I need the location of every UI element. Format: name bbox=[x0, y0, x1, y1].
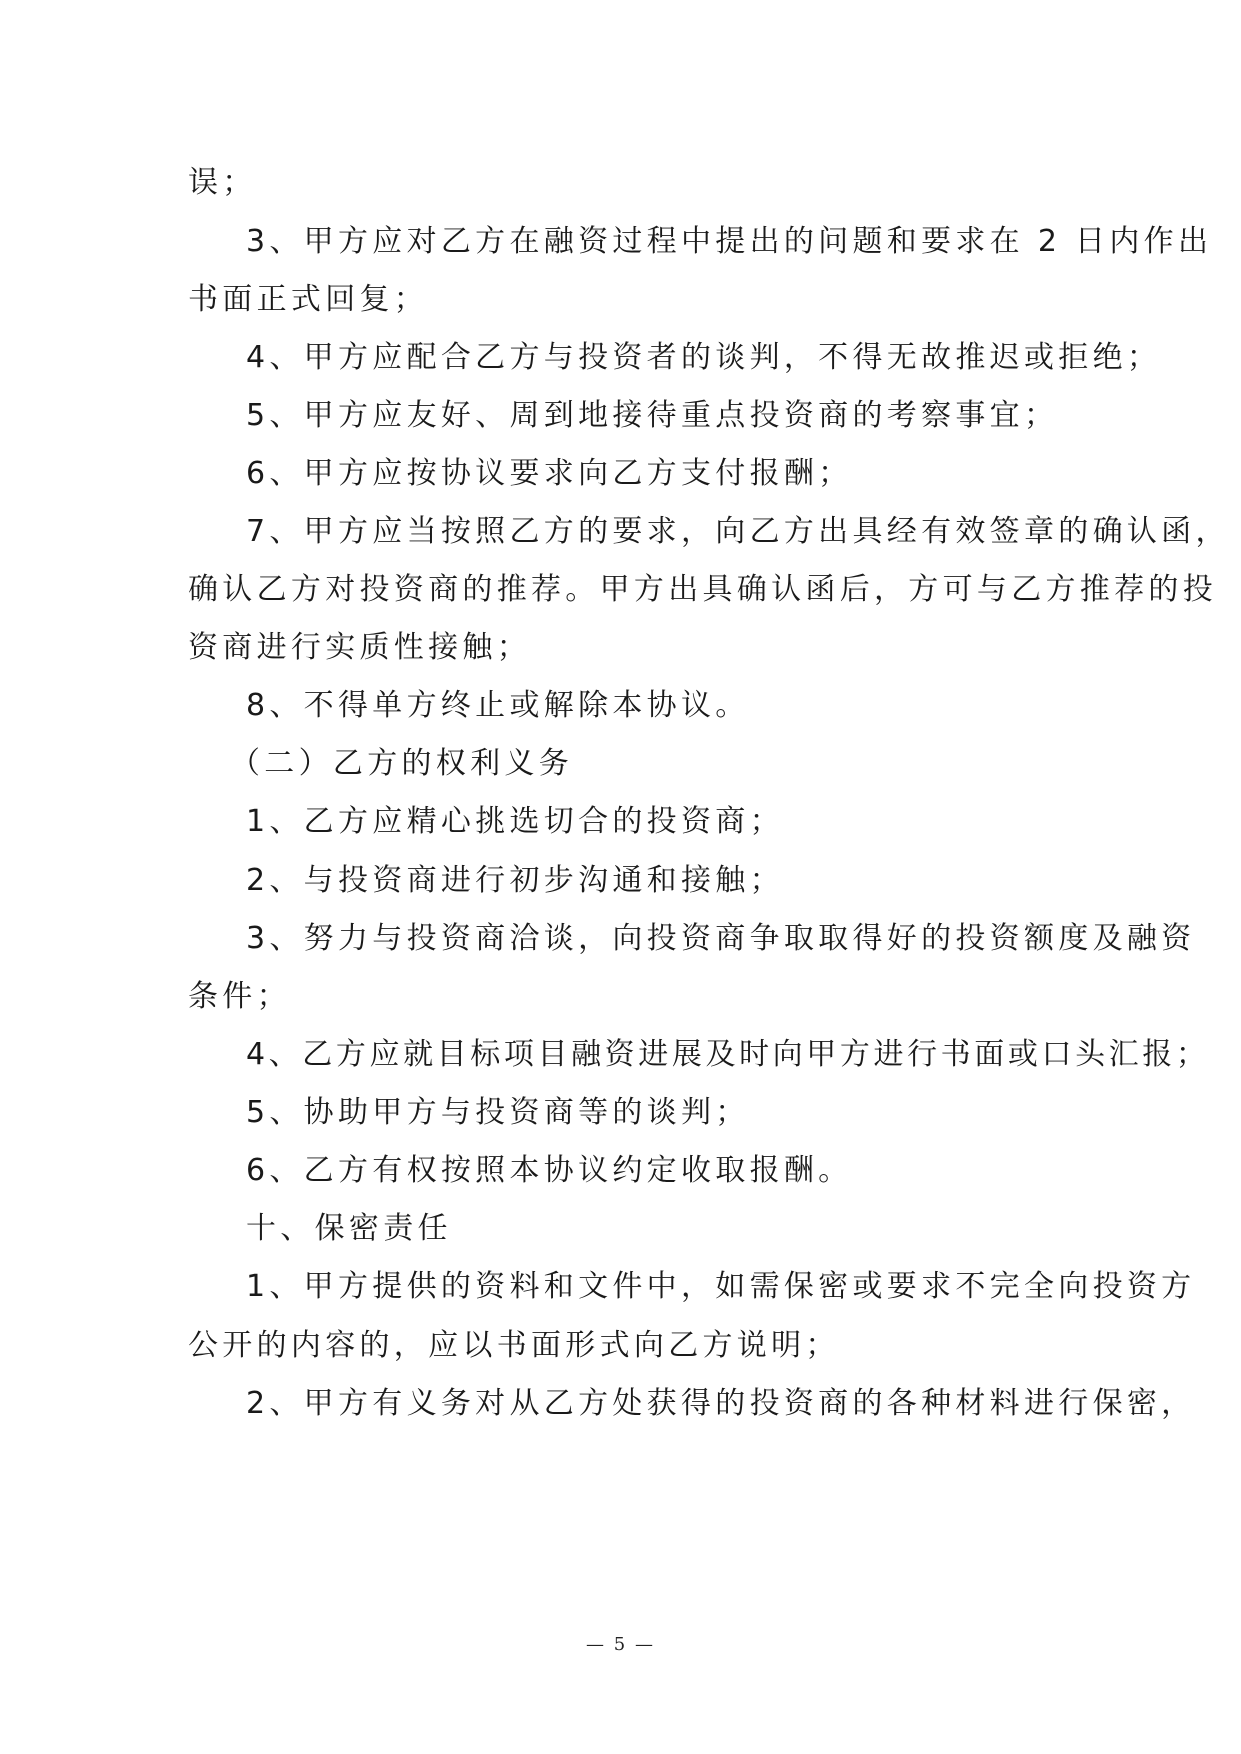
paragraph-line: 3、甲方应对乙方在融资过程中提出的问题和要求在 2 日内作出 bbox=[246, 224, 1213, 259]
paragraph-line: 6、乙方有权按照本协议约定收取报酬。 bbox=[246, 1153, 853, 1188]
paragraph-line: 资商进行实质性接触； bbox=[188, 630, 531, 665]
section-heading: 十、保密责任 bbox=[246, 1211, 452, 1246]
paragraph-line: 误； bbox=[188, 165, 257, 200]
paragraph-line: 2、甲方有义务对从乙方处获得的投资商的各种材料进行保密， bbox=[246, 1386, 1196, 1421]
paragraph-line: 公开的内容的，应以书面形式向乙方说明； bbox=[188, 1328, 840, 1363]
paragraph-line: 5、甲方应友好、周到地接待重点投资商的考察事宜； bbox=[246, 398, 1059, 433]
paragraph-line: 1、乙方应精心挑选切合的投资商； bbox=[246, 804, 784, 839]
paragraph-line: 2、与投资商进行初步沟通和接触； bbox=[246, 863, 784, 898]
page-number: — 5 — bbox=[586, 1634, 655, 1655]
paragraph-line: 3、努力与投资商洽谈，向投资商争取取得好的投资额度及融资 bbox=[246, 921, 1196, 956]
paragraph-line: 4、乙方应就目标项目融资进展及时向甲方进行书面或口头汇报； bbox=[246, 1037, 1210, 1072]
paragraph-line: 5、协助甲方与投资商等的谈判； bbox=[246, 1095, 750, 1130]
paragraph-line: 7、甲方应当按照乙方的要求，向乙方出具经有效签章的确认函， bbox=[246, 514, 1230, 549]
paragraph-line: 1、甲方提供的资料和文件中，如需保密或要求不完全向投资方 bbox=[246, 1269, 1196, 1304]
paragraph-line: 4、甲方应配合乙方与投资者的谈判，不得无故推迟或拒绝； bbox=[246, 340, 1162, 375]
section-heading: （二）乙方的权利义务 bbox=[230, 746, 573, 781]
paragraph-line: 条件； bbox=[188, 979, 291, 1014]
paragraph-line: 确认乙方对投资商的推荐。甲方出具确认函后，方可与乙方推荐的投 bbox=[188, 572, 1217, 607]
paragraph-line: 书面正式回复； bbox=[188, 282, 429, 317]
paragraph-line: 8、不得单方终止或解除本协议。 bbox=[246, 688, 750, 723]
paragraph-line: 6、甲方应按协议要求向乙方支付报酬； bbox=[246, 456, 853, 491]
